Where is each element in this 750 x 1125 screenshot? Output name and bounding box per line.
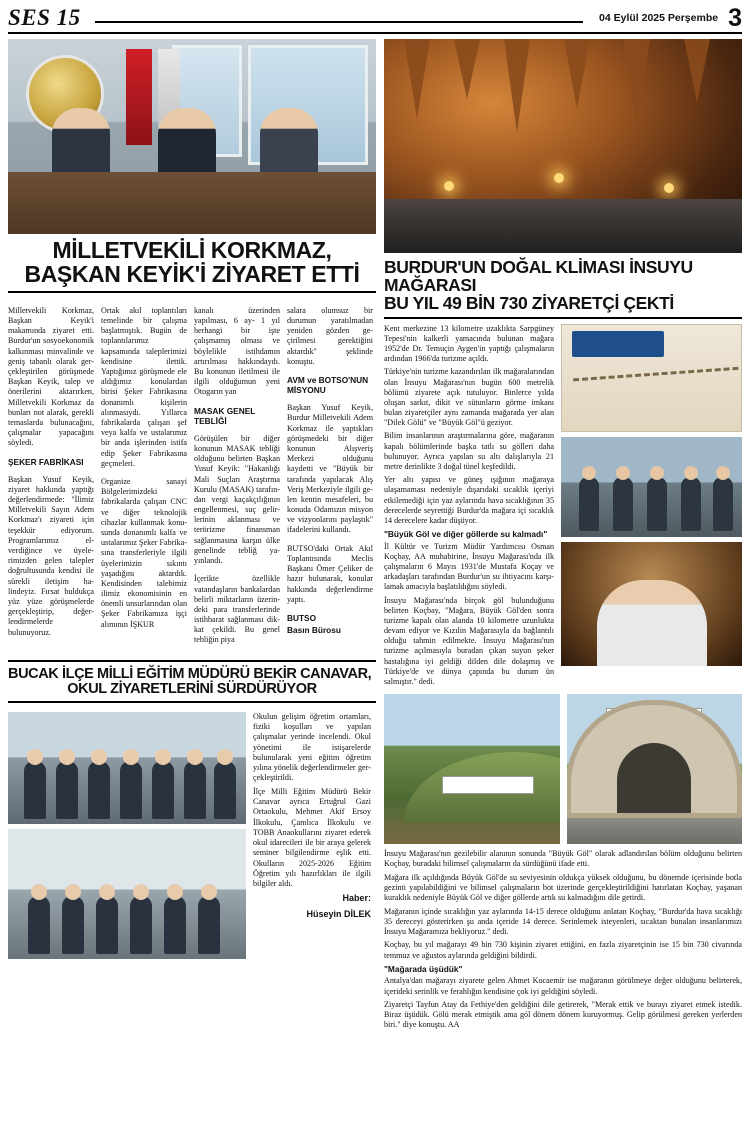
bucak-p2: İlçe Milli Eğitim Müdürü Bekir Canavar ayrıca Ertuğrul Gazi Ortaokulu, Mehmet Akif Ersoy İlkokulu, Çamlıca İlkokulu ve TOBB Anaokullarını ziyaret ederek okul idarecileri ile bir araya gelerek seminer bilgilendirme eşlik etti. Okulların 2025-2026 Eğitim Öğretim yılı hazırlıkları ile ilgili bilgiler aldı. [253, 786, 371, 889]
page-number: 3 [728, 3, 742, 32]
masthead [8, 3, 742, 34]
insuyu-text-column [384, 324, 554, 691]
main-col2-p2: Organize sanayi Bölgelerimizdeki fabrikalarda çalışan CNC ve diğer teknolojik cihazlar kullanmak konusunda donanımlı kalfa ve ustalarımız Şeker Fabrikasına transferleriyle ilgili üyelerimizin sıkıntı yaşadığını aktardık. Kendisinden talebimiz ilimiz ekonomisinin en önemli unsurlarından olan Şeker Fabrikamıza işçi alımının İŞKUR [101, 477, 187, 629]
insuyu-w2: Mağara ilk açıldığında Büyük Göl'de su seviyesinin oldukça yüksek olduğunu, bu dönemde içerisinde botla gezinti yapılabildiğini ve bilimsel çalışmaların bot üzerinde gerçekleştirildiğini hatırlatan Koçbay, yaşanan kuraklık nedeniyle Büyük Göl ve diğer göllerde artık su kalmadığını dile getirdi. [384, 872, 742, 903]
insuyu-magarasi-tepe-manzarasi [384, 694, 560, 844]
magara-girisi-grup-fotografi [561, 437, 742, 537]
insuyu-p1: Kent merkezine 13 kilometre uzaklıkta Sarpgüney Tepesi'nin kalkerli yamacında bulunan mağara 1952'de Dr. Temuçin Aygen'in yaptığı çalışmaların ardından 1966'da turizme açıldı. [384, 323, 554, 364]
main-col3-subhead: MASAK GENEL TEBLİĞİ [194, 405, 256, 426]
insuyu-photo-column [561, 324, 742, 691]
insuyu-headline-line2: BU YIL 49 BİN 730 ZİYARETÇİ ÇEKTİ [384, 293, 674, 314]
main-col-1 [8, 298, 94, 654]
insuyu-headline [384, 253, 742, 319]
bucak-byline-name: Hüseyin DİLEK [306, 908, 371, 919]
insuyu-lower-flow [384, 694, 742, 844]
insuyu-wide-text [384, 849, 742, 1034]
main-headline-line2: BAŞKAN KEYİK'İ ZİYARET ETTİ [24, 260, 360, 287]
insuyu-p2: Türkiye'nin turizme kazandırılan ilk mağaralarından olan İnsuyu Mağarası'nın bugün 600 metrelik bölümü ziyarete açık tutuluyor. Binlerce yılda oluşan sarkıt, dikit ve sütunların görme imkanı bulan ziyaretçiler aynı zamanda mağarada yer alan "Dilek Gölü" ve "Büyük Göl"ü geziyor. [384, 367, 554, 428]
main-headline [8, 234, 376, 293]
main-col3-p3: İçerikte özellikle vatandaşların bankalardan belirli miktarların üzerindeki para transferlerinde istihbarat sağlanması dikkat çekildi. Bu genel tebliğin piya [194, 574, 280, 645]
bucak-text [253, 712, 371, 959]
main-col3-p1: kanalı üzerinden yapılması, 6 ay- 1 yıl herhangi bir işte çalışmamış olması ve böylelikle istihdamın artırılması hakkındaydı. Bu konunun iletilmesi ile ilgili olduğumun yeni Otogarın yan [194, 305, 280, 397]
bucak-okul-ziyareti-grup-fotografi-1 [8, 712, 246, 824]
main-col-4 [287, 298, 373, 654]
main-col3-p2: Görüşülen bir diğer konunun MASAK tebliği olduğunu belirten Başkan Yusuf Keyik: "Hakanlığı Mali Suçları Araştırma Kurulu (MASAK) tarafından vergi kaçakçılığının engellenmesi, suç gelirlerinin aklanması ve terörizme finansman sağlanmasına karşın ülke genelinde tebliğ yayınlandı. [194, 433, 280, 566]
insuyu-magarasi-harita-panosu [561, 324, 742, 432]
main-col2-p1: Ortak akıl toplantıları temelinde bir çalışma başlatmıştık. Bugün de toplantılarımız kapsamında taleplerimizi kendisine ilettik. Yaptığımız görüşmede ele aldığımız konulardan birisi Şeker Fabrikasına donanımlı kişilerin alınmasıydı. Yıllarca fabrikalarda çalışan şef veya kalfa ve ustalarımız bir anda işlerinden istifa edip Şeker Fabrikasına geçmeleri. [101, 305, 187, 468]
masthead-rule [95, 21, 583, 23]
main-col4-p2: Başkan Yusuf Keyik, Burdur Milletvekili Adem Korkmaz ile yaptıkları görüşmedeki bir diğer konunun Alışveriş Merkezi olduğunu kaydetti ve "Büyük bir tarafında yapılacak Alış Veriş Merkeziyle ilgili gelen kentin mesafeleri, bu konuda Odamızın misyon ve vizyonlarını paylaştık" ifadelerini kullandı. [287, 403, 373, 535]
insuyu-w3: Mağaranın içinde sıcaklığın yaz aylarında 14-15 derece olduğunu anlatan Koçbay, "Burdur'da hava sıcaklığı 35 dereceyi gösterirken şu anda içeride 14 derece. Serinlemek isteyenleri, sıcaktan bunalan insanlarımızı İnsuyu Mağaramıza bekliyoruz." dedi. [384, 906, 742, 937]
main-col-2 [101, 298, 187, 654]
insuyu-magarasi-giris-kapisi [567, 694, 743, 844]
insuyu-w4: Koçbay, bu yıl mağarayı 49 bin 730 kişinin ziyaret ettiğini, en fazla ziyaretçinin ise 15 bin 730 civarında temmuz ve ağustos aylarında geldiğini bildirdi. [384, 940, 742, 960]
main-col1-p2: Başkan Yusuf Keyik, ziyaret hakkında yaptığı değerlendirmede: "İlimiz Milletvekili Sayın Adem Korkmaz'ı ziyareti için teşekkür ediyorum. Programlarımız elverdiğince ve üyelerimizden gelen talepler doğrultusunda kendisi ile sürekli iletişim halindeyiz. Fırsat buldukça yüz yüze görüşmelerde gerçekleştirip, değerlendirmelerde bulunuyoruz. [8, 474, 94, 637]
main-headline-line1: MİLLETVEKİLİ KORKMAZ, [52, 237, 332, 263]
insuyu-p5: İl Kültür ve Turizm Müdür Yardımcısı Osman Koçbay, AA muhabirine, İnsuyu Mağarası'nda ilk çalışmaların 6 Mayıs 1931'de Mustafa Koçay ve arkadaşları tarafından Burdur'un su ihtiyacını karşılamak amacıyla başlatıldığını söyledi. [384, 541, 554, 592]
insuyu-subhead-2: "Mağarada üşüdük" [384, 963, 463, 974]
main-signature-dept: Basın Bürosu [287, 624, 341, 635]
bucak-photos [8, 712, 246, 959]
bucak-headline [8, 662, 376, 703]
insuyu-p6: İnsuyu Mağarası'nda birçok göl bulunduğunu belirten Koçbay, "Mağara, Büyük Göl'den sonra turizme kapalı olan alanda 10 kilometre uzunlukta devam ediyor ve Kızılin Mağarasıyla da bağlantılı olduğu tahmin edilmekte. İnsuyu Mağarası'nın turizme açılmasıyla buradan çıkan suyun şeker hastalığına iyi geldiği dilden dile dolaşmış ve Türkiye'de ve dünya çapında bu durum ün salmıştır." dedi. [384, 595, 554, 687]
insuyu-p4: Yer altı yapısı ve güneş ışığının mağaraya ulaşamaması nedeniyle dışarıdaki sıcaklık içeriyi etkilemediği için yaz aylarında hava sıcaklığının 35 derecelerde seyrettiği Burdur'da mağara içi sıcaklık 14 derecelere kadar düşüyor. [384, 475, 554, 525]
insuyu-photo-column-2 [384, 694, 560, 844]
bucak-okul-ziyareti-grup-fotografi-2 [8, 829, 246, 959]
main-col1-p1: Milletvekili Korkmaz, Başkan Keyik'i makamında ziyaret etti. Burdur'un sosyoekonomik kalkınması minvalinde ve geniş tabanlı olarak gerçekleştirilen görüşmede Başkan Keyik, talep ve önerilerini aktarırken, Milletvekili Korkmaz da bunları not alarak, gerekli temaslarda bulunacağını, çalışmalar yapacağını söyledi. [8, 305, 94, 448]
bucak-content [8, 712, 376, 959]
main-col1-subhead: ŞEKER FABRİKASI [8, 456, 84, 467]
right-column [384, 39, 742, 1121]
insuyu-w1: İnsuyu Mağarası'nın gezilebilir alanının sonunda "Büyük Göl" olarak adlandırılan bölüm olduğunu belirten Koçbay, buradaki bilimsel çalışmaların da sürdüğünü ifade etti. [384, 849, 742, 869]
main-col4-p1: salara olumsuz bir durumun yaratılmadan yeniden gözden geçirilmesi gerektiğini aktardık" şeklinde konuştu. [287, 305, 373, 366]
magara-ici-ziyaretci-portresi [561, 542, 742, 666]
main-col4-p3: BUTSO'daki Ortak Akıl Toplantısında Meclis Başkanı Ömer Çeliker de hazır bulunarak, konular hakkında değerlendirme yaptı. [287, 543, 373, 604]
insuyu-upper-flow [384, 324, 742, 691]
main-article-columns [8, 298, 376, 654]
main-col4-subhead: AVM ve BOTSO'NUN MİSYONU [287, 375, 369, 396]
page-body [8, 39, 742, 1121]
insuyu-p3: Bilim insanlarının araştırmalarına göre, mağaranın kapalı bölümlerinde başka tatlı su gölleri daha bulunuyor. Ayrıca yapılan su altı dalışlarıyla 21 metre derinlikte 3 doğal tünel keşfedildi. [384, 431, 554, 471]
left-column [8, 39, 376, 1121]
milletvekili-baskan-makam-fotografi [8, 39, 376, 234]
bucak-headline-line1: BUCAK İLÇE MİLLİ EĞİTİM MÜDÜRÜ BEKİR CANAVAR, [8, 665, 372, 682]
bucak-byline-label: Haber: [342, 893, 371, 904]
bucak-headline-line2: OKUL ZİYARETLERİNİ SÜRDÜRÜYOR [67, 680, 317, 697]
insuyu-subhead-1: "Büyük Göl ve diğer göllerde su kalmadı" [384, 529, 548, 540]
main-col-3 [194, 298, 280, 654]
newspaper-logo: SES 15 [8, 5, 81, 30]
insuyu-magarasi-ic-fotografi [384, 39, 742, 253]
insuyu-w5: Antalya'dan mağarayı ziyarete gelen Ahmet Kocaemir ise mağaranın görülmeye değer olduğunu belirterek, içerideki serinlik ve ferahlığın kendisine çok iyi geldiğini söyledi. [384, 976, 742, 996]
insuyu-photo-column-3 [567, 694, 743, 844]
masthead-date: 04 Eylül 2025 Perşembe [599, 12, 719, 24]
insuyu-w6: Ziyaretçi Tayfun Atay da Fethiye'den geldiğini dile getirerek, "Merak ettik ve burayı ziyaret etmek istedik. Biraz üşüdük. Gölü merak etmiştik ama gól dönem dönem kuruyormuş. Gelip görülmesi gereken yerlerden biri." diye konuştu. AA [384, 999, 742, 1030]
bucak-p1: Okulun gelişim öğretim ortamları, fiziki koşulları ve yapılan çalışmalar yerinde incelendi. Okul yönetimi ile istişarelerde bulunularak yeni eğitim öğretim yılına yönelik değerlendirmeler gerçekleştirildi. [253, 711, 371, 783]
main-signature-org: BUTSO [287, 612, 317, 623]
insuyu-headline-line1: BURDUR'UN DOĞAL KLİMASI İNSUYU MAĞARASI [384, 257, 693, 296]
